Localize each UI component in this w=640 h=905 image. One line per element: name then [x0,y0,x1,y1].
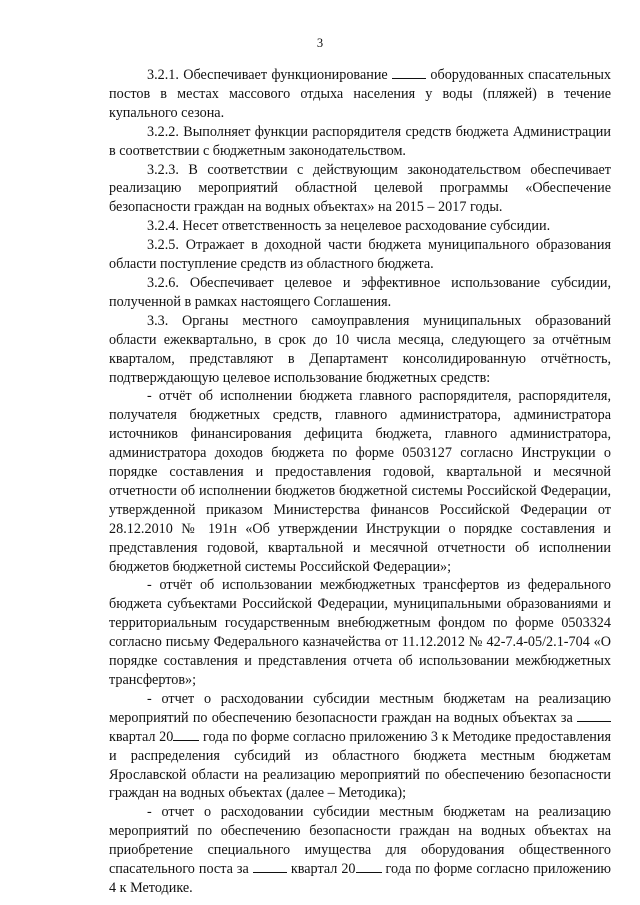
paragraph-text: 3.3. Органы местного самоуправления муниципальных образований области ежеквартально, в срок до 10 числа месяца, следующего за отчётным кварталом, представляют в Департамент консолидированную отчётность, подтверждающую целевое использование бюджетных средств: [109,312,611,386]
paragraph-3-2-6 [109,274,611,312]
list-item-appendix-3 [109,690,611,803]
blank-underline [392,66,426,79]
paragraph-text: 3.2.5. Отражает в доходной части бюджета муниципального образования области поступление средств из областного бюджета. [109,237,611,273]
paragraph-3-2-3 [109,161,611,218]
list-item-form-0503324 [109,576,611,689]
paragraph-3-3 [109,312,611,388]
blank-underline [356,860,382,873]
document-body [109,66,611,898]
paragraph-3-2-4 [109,217,611,236]
paragraph-text: - отчёт об исполнении бюджета главного распорядителя, распорядителя, получателя бюджетных средств, главного администратора, администратора источников финансирования дефицита бюджета, главного администратора, администратора доходов бюджета по форме 0503127 согласно Инструкции о порядке составления и предоставления годовой, квартальной и месячной отчетности об исполнении бюджетов бюджетной системы Российской Федерации, утвержденной приказом Министерства финансов Российской Федерации от 28.12.2010 № 191н «Об утверждении Инструкции о порядке составления и представления годовой, квартальной и месячной отчетности об исполнении бюджетов бюджетной системы Российской Федерации»; [109,388,611,575]
blank-underline [577,709,611,722]
blank-underline [253,860,287,873]
paragraph-3-2-2 [109,123,611,161]
paragraph-text: 3.2.4. Несет ответственность за нецелевое расходование субсидии. [147,218,551,235]
paragraph-3-2-1 [109,66,611,123]
paragraph-text: 3.2.1. Обеспечивает функционирование [147,67,393,83]
paragraph-text: - отчет о расходовании субсидии местным бюджетам на реализацию мероприятий по обеспечению безопасности граждан на водных объектах за [109,690,611,726]
list-item-appendix-4 [109,803,611,898]
paragraph-text: года по форме согласно приложению 4 к Методике. [109,861,612,896]
paragraph-3-2-5 [109,236,611,274]
blank-underline [173,728,199,741]
paragraph-text: - отчет о расходовании субсидии местным бюджетам на реализацию мероприятий по обеспечению безопасности граждан на водных объектах на приобретение специального имущества для оборудования общественного спасательного поста за [109,804,611,878]
paragraph-text: квартал 20 [109,728,174,745]
paragraph-text: - отчёт об использовании межбюджетных трансфертов из федерального бюджета субъектами Российской Федерации, муниципальными образованиями и территориальным государственным внебюджетным фондом по форме 0503324 согласно письму Федерального казначейства от 11.12.2012 № 42-7.4-05/2.1-704 «О порядке составления и представления отчета об использовании межбюджетных трансфертов»; [109,577,611,688]
paragraph-text: 3.2.3. В соответствии с действующим законодательством обеспечивает реализацию мероприятий областной целевой программы «Обеспечение безопасности граждан на водных объектах» на 2015 – 2017 годы. [109,161,611,216]
paragraph-text: квартал 20 [286,861,356,878]
list-item-form-0503127 [109,387,611,576]
paragraph-text: 3.2.2. Выполняет функции распорядителя средств бюджета Администрации в соответствии с бюджетным законодательством. [109,123,611,159]
paragraph-text: 3.2.6. Обеспечивает целевое и эффективное использование субсидии, полученной в рамках настоящего Соглашения. [109,274,611,310]
page-number: 3 [316,36,324,50]
paragraph-text: оборудованных спасательных постов в местах массового отдыха населения у воды (пляжей) в течение купального сезона. [109,67,612,121]
paragraph-text: года по форме согласно приложению 3 к Методике предоставления и распределения субсидий из областного бюджета местным бюджетам Ярославской области на реализацию мероприятий по обеспечению безопасности граждан на водных объектах (далее – Методика); [109,728,611,802]
